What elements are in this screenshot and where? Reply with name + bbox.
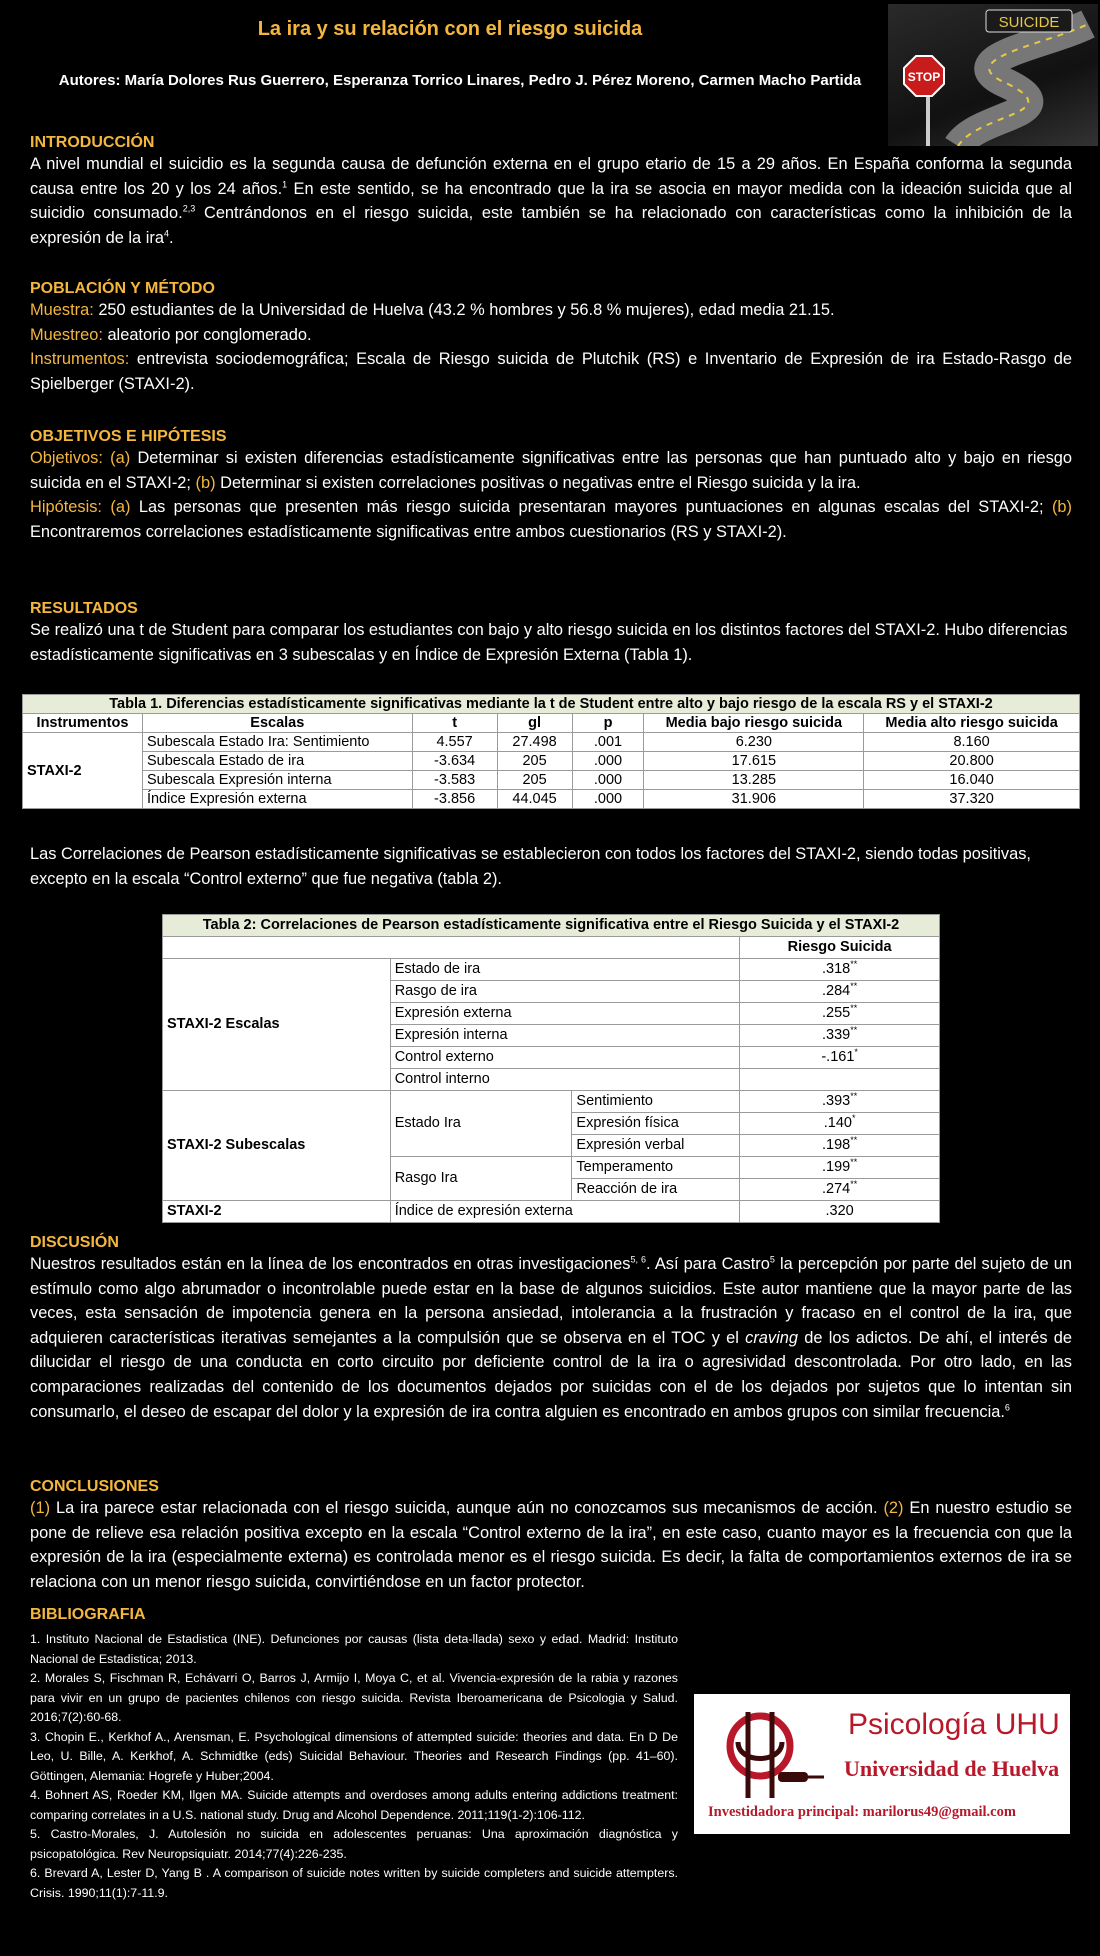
results-section (30, 600, 1072, 667)
hypothesis-text: Hipótesis: (a) Las personas que presenten más riesgo suicida presentaran mayores puntuaciones en algunas escalas del STAXI-2; (b) Encontraremos correlaciones estadísticamente significativas entre ambos cuestionarios (RS y STAXI-2). (30, 498, 1072, 541)
results-heading: RESULTADOS (30, 600, 138, 617)
discussion-text: Nuestros resultados están en la línea de los encontrados en otras investigaciones$^{5, 6}$. Así para Castro$^5$ la percepción por parte del sujeto de un estímulo como algo abrumador o incontrolable puede estar en la base de algunos suicidios. Este autor mantiene que la mayor parte de las veces, esta sensación de impotencia genera en la persona ansiedad, intolerancia a la frustración y fracaso en el control de la ira, que adquieren características iterativas semejantes a la compulsión que se observa en el TOC y el craving de los adictos. De ahí, el interés de dilucidar el riesgo de una conducta en corto circuito por deficiente control de la ira o agresividad descontrolada. Por otro lado, en las comparaciones realizadas del contenido de los documentos dejados por suicidas con el de los dejados por sujetos que lo intentan sin consumarlo, el deseo de escapar del dolor y la expresión de ira contra alguien es encontrado en ambos grupos con similar frecuencia.$^6$ (30, 1254, 1073, 1421)
bibliography-heading-block (30, 1606, 1072, 1624)
intro-text: A nivel mundial el suicidio es la segunda causa de defunción externa en el grupo etario de 15 a 29 años. En España conforma la segunda causa entre los 20 y los 24 años.$^1$ En este sentido, se ha encontrado que la ira se asocia en mayor medida con la ideación suicida que al suicidio consumado.$^{2,3}$ Centrándonos en el riesgo suicida, este también se ha relacionado con características como la inhibición de la expresión de la ira$^4$. (30, 155, 1072, 247)
poster-title: La ira y su relación con el riesgo suicida (257, 18, 643, 40)
road-illustration (888, 4, 1098, 146)
logo-university: Universidad de Huelva (844, 1756, 1060, 1781)
table-row: Subescala Estado de ira -3.634 205 .000 17.615 20.800 (23, 752, 1080, 771)
table-row: STAXI-2 Escalas Estado de ira .318** (163, 959, 940, 981)
table-row: Control interno (163, 1069, 940, 1091)
table1-caption: Tabla 1. Diferencias estadísticamente significativas mediante la t de Student entre alto y bajo riesgo de la escala RS y el STAXI-2 (23, 695, 1080, 714)
bibliography-list (30, 1630, 678, 1903)
results-text: Se realizó una t de Student para comparar los estudiantes con bajo y alto riesgo suicida en los distintos factores del STAXI-2. Hubo diferencias estadísticamente significativas en 3 subescalas y en Índice de Expresión Externa (Tabla 1). (30, 621, 1068, 664)
method-sample: Muestra: 250 estudiantes de la Universidad de Huelva (43.2 % hombres y 56.8 % mujeres), edad media 21.15. (30, 301, 835, 319)
table-row: Rasgo de ira .284** (163, 981, 940, 1003)
table1-instrument: STAXI-2 (23, 733, 143, 809)
table-row: STAXI-2 Subescala Estado Ira: Sentimiento 4.557 27.498 .001 6.230 8.160 (23, 733, 1080, 752)
table-row: Control externo -.161* (163, 1047, 940, 1069)
suicide-road-image (888, 4, 1098, 146)
results-text-2-block (30, 842, 1072, 891)
table-row: Reacción de ira .274** (163, 1179, 940, 1201)
intro-heading: INTRODUCCIÓN (30, 134, 155, 151)
table-row: Expresión física .140* (163, 1113, 940, 1135)
bibliography-heading: BIBLIOGRAFIA (30, 1606, 146, 1623)
results-text-2: Las Correlaciones de Pearson estadísticamente significativas se establecieron con todos los factores del STAXI-2, siendo todas positivas, excepto en la escala “Control externo” que fue negativa (tabla 2). (30, 845, 1031, 888)
table-row: STAXI-2 Índice de expresión externa .320 (163, 1201, 940, 1223)
list-item: 2. Morales S, Fischman R, Echávarri O, Barros J, Armijo I, Moya C, et al. Vivencia-expresión de la rabia y razones para vivir en un grupo de pacientes chilenos con riesgo suicida. Revista Iberoamericana de Psicologia y Salud. 2016;7(2):60-68. (30, 1671, 678, 1724)
table-row: Rasgo Ira Temperamento .199** (163, 1157, 940, 1179)
list-item: 6. Brevard A, Lester D, Yang B . A comparison of suicide notes written by suicide completers and suicide attempters. Crisis. 1990;11(1):7-11.9. (30, 1866, 678, 1900)
table-row: STAXI-2 Subescalas Estado Ira Sentimiento .393** (163, 1091, 940, 1113)
discussion-heading: DISCUSIÓN (30, 1234, 119, 1251)
method-section (30, 280, 1072, 396)
psi-headphone-icon (708, 1702, 828, 1812)
conclusions-text: (1) La ira parece estar relacionada con el riesgo suicida, aunque aún no conozcamos sus mecanismos de acción. (2) En nuestro estudio se pone de relieve esa relación positiva excepto en la escala “Control externo de la ira”, en este caso, cuanto mayor es la frecuencia con que la expresión de la ira (especialmente externa) es controlada menor es el riesgo suicida. Es decir, la falta de comportamientos externos de ira se relaciona con un menor riesgo suicida, convirtiéndose en un factor protector. (30, 1499, 1072, 1591)
list-item: 5. Castro-Morales, J. Autolesión no suicida en adolescentes peruanas: Una aproximación diagnóstica y psicopatológica. Rev Neuropsiquiatr. 2014;77(4):226-235. (30, 1827, 678, 1861)
stop-text: STOP (907, 70, 941, 84)
table-row: Expresión interna .339** (163, 1025, 940, 1047)
table2-header-row: Riesgo Suicida (163, 937, 940, 959)
objectives-section (30, 428, 1072, 544)
objectives-text: Objetivos: (a) Determinar si existen diferencias estadísticamente significativas entre las personas que han puntuado alto y bajo en riesgo suicida en el STAXI-2; (b) Determinar si existen correlaciones positivas o negativas entre el Riesgo suicida y la ira. (30, 449, 1072, 492)
list-item: 1. Instituto Nacional de Estadistica (INE). Defunciones por causas (lista deta-llada) sexo y edad. Madrid: Instituto Nacional de Estadistica; 2013. (30, 1632, 678, 1666)
conclusions-heading: CONCLUSIONES (30, 1478, 159, 1495)
table-1 (22, 694, 1080, 809)
conclusions-section (30, 1478, 1072, 1594)
authors-line: Autores: María Dolores Rus Guerrero, Esperanza Torrico Linares, Pedro J. Pérez Moreno, Carmen Macho Partida (58, 72, 862, 89)
objectives-heading: OBJETIVOS E HIPÓTESIS (30, 428, 227, 445)
table-row: Expresión externa .255** (163, 1003, 940, 1025)
discussion-section (30, 1234, 1072, 1424)
list-item: 3. Chopin E., Kerkhof A., Arensman, E. Psychological dimensions of attempted suicide: theories and data. En D De Leo, U. Bille, A. Kerkhof, A. Schmidtke (eds) Suicidal Behaviour. Theories and Research Findings (pp. 41–60). Göttingen, Alemania: Hogrefe y Huber;2004. (30, 1729, 678, 1783)
method-sampling: Muestreo: aleatorio por conglomerado. (30, 325, 312, 344)
method-heading: POBLACIÓN Y MÉTODO (30, 280, 215, 297)
university-logo (694, 1694, 1070, 1834)
table-row: Expresión verbal .198** (163, 1135, 940, 1157)
table-row: Índice Expresión externa -3.856 44.045 .000 31.906 37.320 (23, 790, 1080, 809)
list-item: 4. Bohnert AS, Roeder KM, Ilgen MA. Suicide attempts and overdoses among adults entering addictions treatment: comparing correlates in a U.S. national study. Drug and Alcohol Dependence. 2011;119(1-2):106-112. (30, 1788, 678, 1822)
sign-text: SUICIDE (998, 14, 1060, 31)
table2-group-escalas: STAXI-2 Escalas (163, 959, 391, 1091)
logo-brand: Psicología UHU (848, 1708, 1060, 1741)
method-instruments: Instrumentos: entrevista sociodemográfica; Escala de Riesgo suicida de Plutchik (RS) e Inventario de Expresión de ira Estado-Rasgo de Spielberger (STAXI-2). (30, 350, 1072, 393)
logo-email: Investidadora principal: marilorus49@gmail.com (708, 1804, 1016, 1820)
table2-group-subescalas: STAXI-2 Subescalas (163, 1091, 391, 1201)
table-2 (162, 914, 940, 1223)
table2-caption: Tabla 2: Correlaciones de Pearson estadísticamente significativa entre el Riesgo Suicida y el STAXI-2 (163, 915, 940, 937)
table-row: Subescala Expresión interna -3.583 205 .000 13.285 16.040 (23, 771, 1080, 790)
table1-header-row: Instrumentos Escalas t gl p Media bajo riesgo suicida Media alto riesgo suicida (23, 714, 1080, 733)
intro-section (30, 134, 1072, 250)
